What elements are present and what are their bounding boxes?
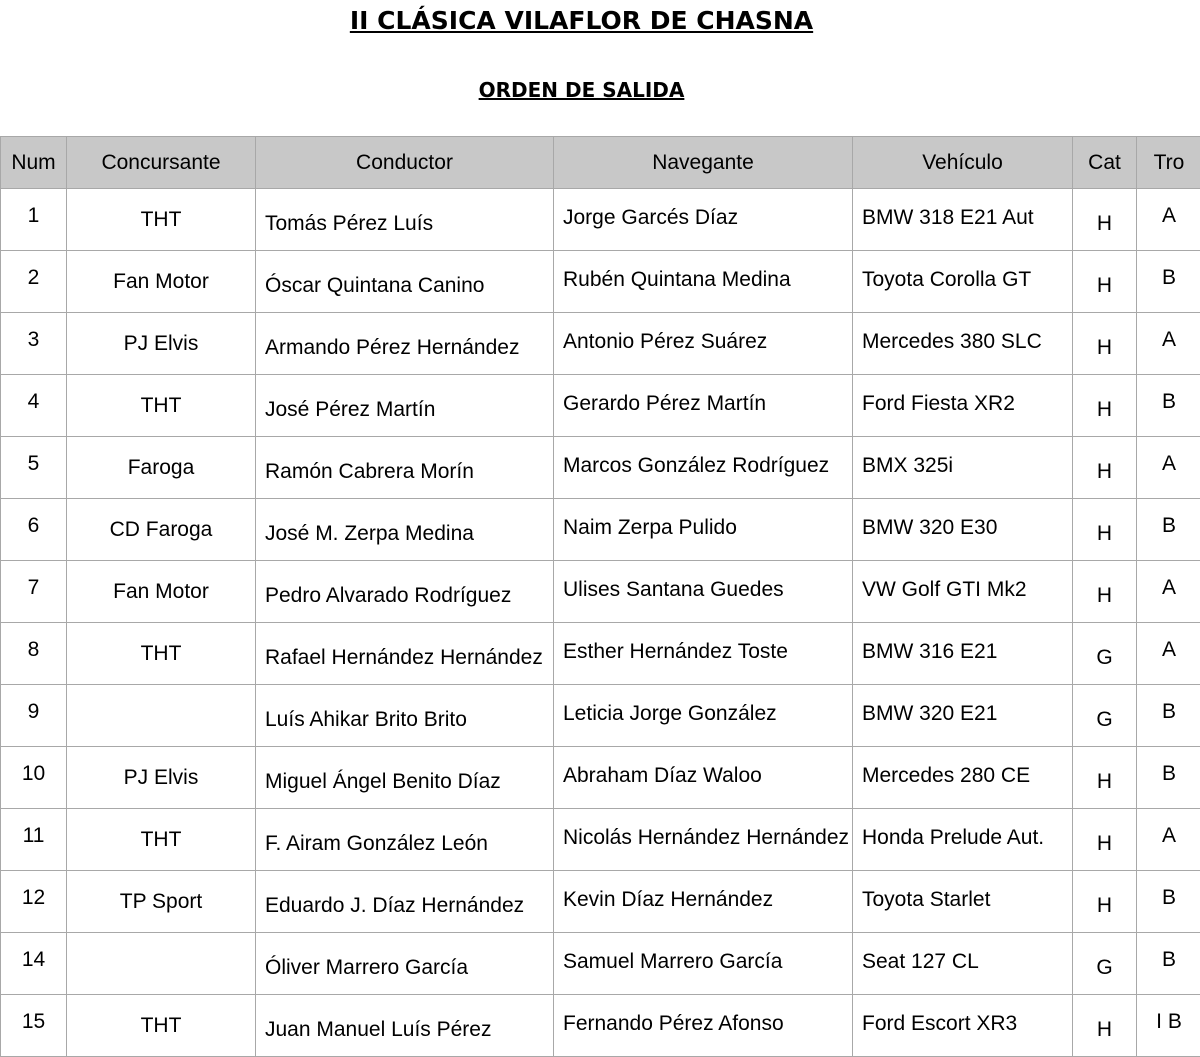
cell-vehiculo: BMW 320 E21 — [853, 685, 1073, 747]
cell-conductor: Luís Ahikar Brito Brito — [256, 685, 554, 747]
cell-tro: I B — [1137, 995, 1200, 1057]
cell-tro: B — [1137, 499, 1200, 561]
cell-concursante: Fan Motor — [67, 251, 256, 313]
cell-vehiculo: Seat 127 CL — [853, 933, 1073, 995]
table-row — [1, 437, 1200, 499]
cell-cat: G — [1073, 685, 1137, 747]
cell-concursante: THT — [67, 623, 256, 685]
cell-num: 11 — [1, 809, 67, 871]
cell-cat: H — [1073, 375, 1137, 437]
cell-num: 7 — [1, 561, 67, 623]
cell-vehiculo: BMW 318 E21 Aut — [853, 189, 1073, 251]
cell-num: 1 — [1, 189, 67, 251]
cell-tro: B — [1137, 747, 1200, 809]
cell-navegante: Gerardo Pérez Martín — [554, 375, 853, 437]
cell-vehiculo: Mercedes 280 CE — [853, 747, 1073, 809]
cell-cat: G — [1073, 623, 1137, 685]
document-title: II CLÁSICA VILAFLOR DE CHASNA — [0, 6, 1163, 35]
cell-vehiculo: Toyota Corolla GT — [853, 251, 1073, 313]
cell-num: 3 — [1, 313, 67, 375]
table-row — [1, 375, 1200, 437]
cell-navegante: Naim Zerpa Pulido — [554, 499, 853, 561]
table-row — [1, 747, 1200, 809]
header-num: Num — [1, 137, 67, 189]
cell-navegante: Leticia Jorge González — [554, 685, 853, 747]
table-row — [1, 313, 1200, 375]
cell-tro: A — [1137, 437, 1200, 499]
cell-tro: A — [1137, 561, 1200, 623]
cell-concursante: THT — [67, 189, 256, 251]
header-vehiculo: Vehículo — [853, 137, 1073, 189]
cell-navegante: Ulises Santana Guedes — [554, 561, 853, 623]
cell-tro: A — [1137, 623, 1200, 685]
cell-tro: A — [1137, 189, 1200, 251]
cell-conductor: Juan Manuel Luís Pérez — [256, 995, 554, 1057]
cell-concursante: THT — [67, 375, 256, 437]
cell-concursante — [67, 933, 256, 995]
cell-vehiculo: Ford Fiesta XR2 — [853, 375, 1073, 437]
cell-vehiculo: BMW 316 E21 — [853, 623, 1073, 685]
cell-cat: H — [1073, 809, 1137, 871]
cell-conductor: Óliver Marrero García — [256, 933, 554, 995]
cell-conductor: Tomás Pérez Luís — [256, 189, 554, 251]
cell-concursante: TP Sport — [67, 871, 256, 933]
cell-vehiculo: Toyota Starlet — [853, 871, 1073, 933]
cell-navegante: Jorge Garcés Díaz — [554, 189, 853, 251]
table-row — [1, 561, 1200, 623]
cell-cat: H — [1073, 189, 1137, 251]
cell-tro: B — [1137, 251, 1200, 313]
header-cat: Cat — [1073, 137, 1137, 189]
cell-concursante: PJ Elvis — [67, 313, 256, 375]
cell-concursante: PJ Elvis — [67, 747, 256, 809]
cell-concursante: Fan Motor — [67, 561, 256, 623]
cell-conductor: Pedro Alvarado Rodríguez — [256, 561, 554, 623]
cell-vehiculo: BMW 320 E30 — [853, 499, 1073, 561]
cell-num: 14 — [1, 933, 67, 995]
cell-num: 2 — [1, 251, 67, 313]
cell-cat: H — [1073, 995, 1137, 1057]
cell-navegante: Rubén Quintana Medina — [554, 251, 853, 313]
table-row — [1, 623, 1200, 685]
cell-tro: B — [1137, 375, 1200, 437]
table-row — [1, 933, 1200, 995]
table-row — [1, 809, 1200, 871]
table-row — [1, 189, 1200, 251]
cell-vehiculo: Ford Escort XR3 — [853, 995, 1073, 1057]
cell-tro: B — [1137, 685, 1200, 747]
cell-cat: H — [1073, 251, 1137, 313]
cell-num: 6 — [1, 499, 67, 561]
cell-cat: H — [1073, 747, 1137, 809]
cell-conductor: José Pérez Martín — [256, 375, 554, 437]
cell-concursante: Faroga — [67, 437, 256, 499]
cell-conductor: Armando Pérez Hernández — [256, 313, 554, 375]
cell-conductor: Ramón Cabrera Morín — [256, 437, 554, 499]
cell-cat: H — [1073, 871, 1137, 933]
cell-concursante — [67, 685, 256, 747]
cell-conductor: F. Airam González León — [256, 809, 554, 871]
cell-conductor: José M. Zerpa Medina — [256, 499, 554, 561]
cell-tro: B — [1137, 933, 1200, 995]
cell-tro: A — [1137, 809, 1200, 871]
table-row — [1, 871, 1200, 933]
cell-cat: H — [1073, 499, 1137, 561]
cell-num: 12 — [1, 871, 67, 933]
cell-concursante: CD Faroga — [67, 499, 256, 561]
cell-num: 9 — [1, 685, 67, 747]
table-row — [1, 499, 1200, 561]
cell-conductor: Miguel Ángel Benito Díaz — [256, 747, 554, 809]
table-row — [1, 685, 1200, 747]
cell-navegante: Marcos González Rodríguez — [554, 437, 853, 499]
table-row — [1, 251, 1200, 313]
header-navegante: Navegante — [554, 137, 853, 189]
cell-conductor: Rafael Hernández Hernández — [256, 623, 554, 685]
start-order-table — [0, 136, 1200, 1057]
cell-num: 10 — [1, 747, 67, 809]
header-concursante: Concursante — [67, 137, 256, 189]
header-conductor: Conductor — [256, 137, 554, 189]
document-subtitle: ORDEN DE SALIDA — [0, 78, 1163, 102]
cell-vehiculo: Mercedes 380 SLC — [853, 313, 1073, 375]
cell-num: 15 — [1, 995, 67, 1057]
cell-navegante: Samuel Marrero García — [554, 933, 853, 995]
cell-num: 4 — [1, 375, 67, 437]
cell-navegante: Antonio Pérez Suárez — [554, 313, 853, 375]
cell-navegante: Esther Hernández Toste — [554, 623, 853, 685]
cell-vehiculo: Honda Prelude Aut. — [853, 809, 1073, 871]
cell-navegante: Nicolás Hernández Hernández — [554, 809, 853, 871]
cell-concursante: THT — [67, 809, 256, 871]
cell-concursante: THT — [67, 995, 256, 1057]
cell-navegante: Abraham Díaz Waloo — [554, 747, 853, 809]
cell-cat: H — [1073, 561, 1137, 623]
cell-cat: H — [1073, 437, 1137, 499]
cell-tro: B — [1137, 871, 1200, 933]
cell-vehiculo: BMX 325i — [853, 437, 1073, 499]
table-header-row — [1, 137, 1200, 189]
cell-navegante: Kevin Díaz Hernández — [554, 871, 853, 933]
cell-tro: A — [1137, 313, 1200, 375]
cell-cat: G — [1073, 933, 1137, 995]
cell-conductor: Eduardo J. Díaz Hernández — [256, 871, 554, 933]
cell-num: 8 — [1, 623, 67, 685]
cell-cat: H — [1073, 313, 1137, 375]
cell-conductor: Óscar Quintana Canino — [256, 251, 554, 313]
table-row — [1, 995, 1200, 1057]
cell-navegante: Fernando Pérez Afonso — [554, 995, 853, 1057]
cell-vehiculo: VW Golf GTI Mk2 — [853, 561, 1073, 623]
cell-num: 5 — [1, 437, 67, 499]
header-tro: Tro — [1137, 137, 1200, 189]
